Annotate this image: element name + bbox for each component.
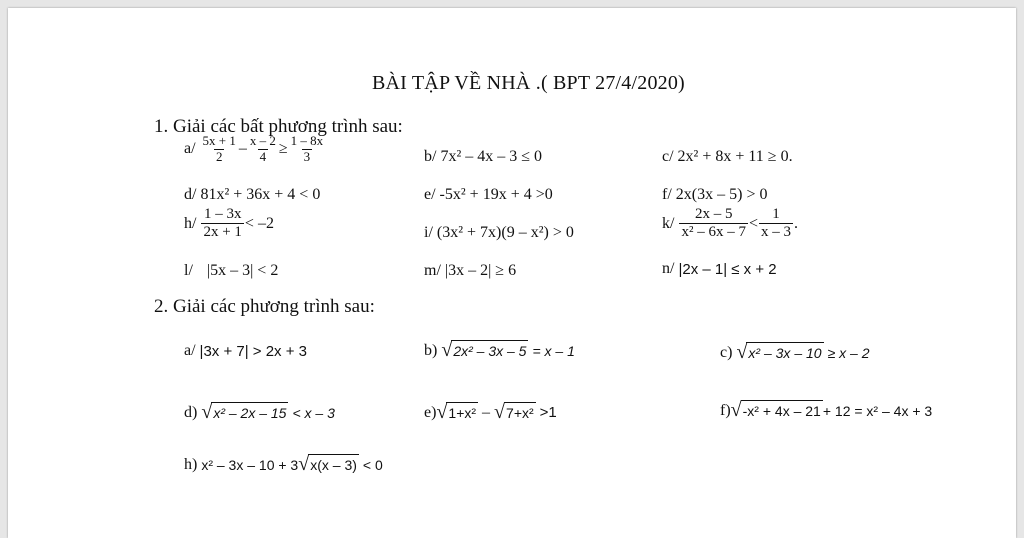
exercise-1i: i/ (3x² + 7x)(9 – x²) > 0 xyxy=(424,224,574,241)
square-root: √ -x² + 4x – 21 xyxy=(730,399,821,421)
exercise-1k: k/ $\frac{2x - 5}{\text{x² – 6x – 7}}$ < $\frac{1}{x - 3}$ . xyxy=(662,206,798,241)
square-root: √ x² – 3x – 10 xyxy=(736,341,822,363)
exercise-1e: e/ -5x² + 19x + 4 >0 xyxy=(424,186,553,203)
exercise-1a: a/ $\frac{5x + 1}{2}$ – $\frac{x - 2}{4}$ ≥ $\frac{1 - 8x}{3}$ xyxy=(184,133,324,164)
section-2-heading: 2. Giải các phương trình sau: xyxy=(154,296,375,317)
fraction: $\frac{1 - 3x}{2x + 1}$ xyxy=(203,206,242,241)
square-root-2: √ 7+x² xyxy=(494,401,534,423)
page-title: BÀI TẬP VỀ NHÀ .( BPT 27/4/2020) xyxy=(372,72,685,94)
fraction-1: $\frac{2x - 5}{\text{x² – 6x – 7}}$ xyxy=(681,206,746,241)
exercise-2h: h) x² – 3x – 10 + 3 √ x(x – 3) < 0 xyxy=(184,453,383,475)
section-1-heading: 1. Giải các bất phương trình sau: xyxy=(154,116,403,137)
exercise-1h: h/ $\frac{1 - 3x}{2x + 1}$ < –2 xyxy=(184,206,274,241)
exercise-1b: b/ 7x² – 4x – 3 ≤ 0 xyxy=(424,148,543,165)
exercise-2f: f) √ -x² + 4x – 21 + 12 = x² – 4x + 3 xyxy=(720,399,933,421)
fraction-2: $\frac{1}{x - 3}$ xyxy=(760,206,791,241)
exercise-1d: d/ 81x² + 36x + 4 < 0 xyxy=(184,186,321,203)
exercise-2e: e) √ 1+x² – √ 7+x² >1 xyxy=(424,401,557,423)
square-root-1: √ 1+x² xyxy=(436,401,477,423)
exercise-1c: c/ 2x² + 8x + 11 ≥ 0. xyxy=(662,148,793,165)
exercise-2b: b) √ 2x² – 3x – 5 = x – 1 xyxy=(424,339,575,361)
exercise-1l: l/ |5x – 3| < 2 xyxy=(184,262,279,279)
fraction-2: $\frac{x - 2}{4}$ xyxy=(249,133,276,164)
exercise-1m: m/ |3x – 2| ≥ 6 xyxy=(424,262,517,279)
exercise-1f: f/ 2x(3x – 5) > 0 xyxy=(662,186,768,203)
exercise-2d: d) √ x² – 2x – 15 < x – 3 xyxy=(184,401,335,423)
fraction-1: $\frac{5x + 1}{2}$ xyxy=(202,133,236,164)
exercise-1n: n/ |2x – 1| ≤ x + 2 xyxy=(662,260,777,278)
document-page xyxy=(8,8,1016,538)
square-root: √ x² – 2x – 15 xyxy=(201,401,287,423)
square-root: √ x(x – 3) xyxy=(298,453,357,475)
exercise-2c: c) √ x² – 3x – 10 ≥ x – 2 xyxy=(720,341,870,363)
exercise-2a: a/ |3x + 7| > 2x + 3 xyxy=(184,342,307,360)
fraction-3: $\frac{1 - 8x}{3}$ xyxy=(290,133,324,164)
square-root: √ 2x² – 3x – 5 xyxy=(441,339,527,361)
